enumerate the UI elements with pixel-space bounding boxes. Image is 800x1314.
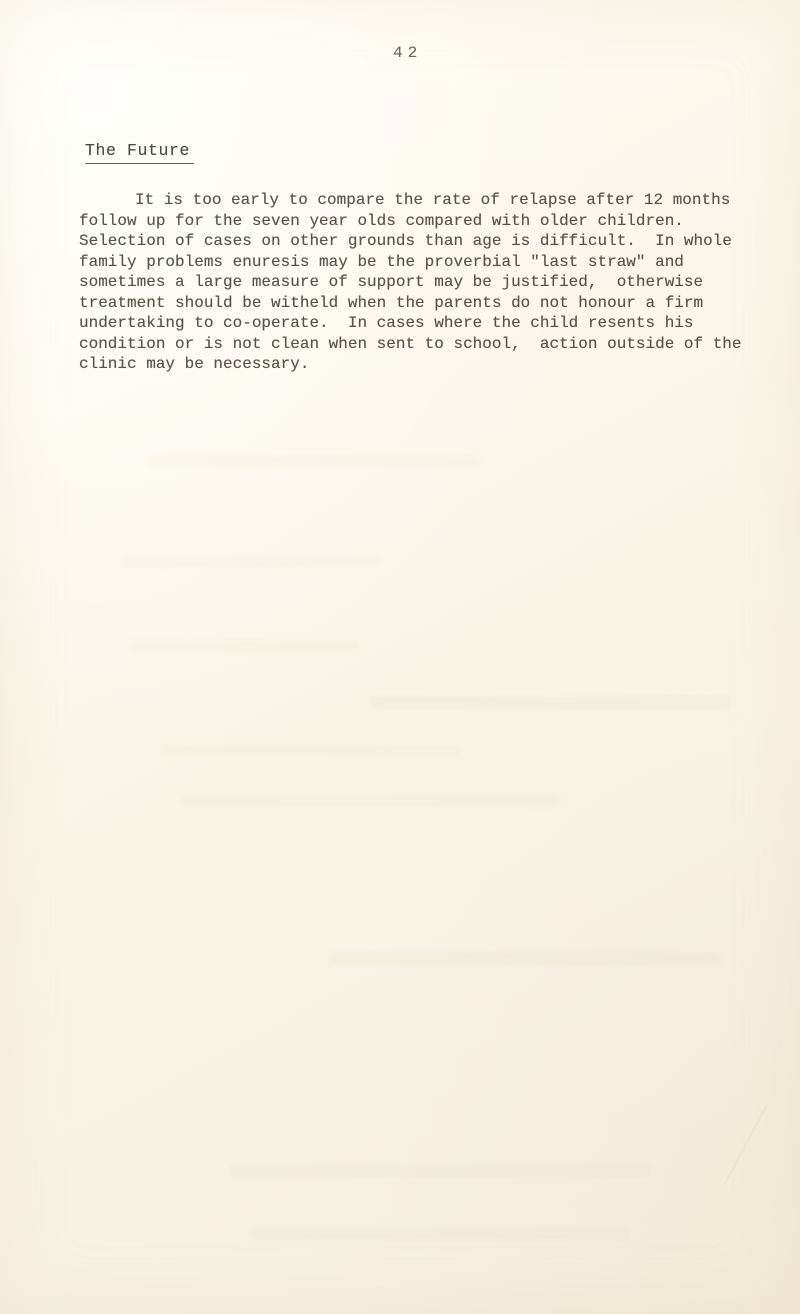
bleedthrough-smudge xyxy=(160,745,460,756)
paragraph-line: condition or is not clean when sent to school, action outside of the xyxy=(79,334,742,353)
bleedthrough-smudge xyxy=(130,640,360,652)
bleedthrough-smudge xyxy=(250,1228,630,1240)
bleedthrough-smudge xyxy=(180,795,560,807)
paragraph-line: follow up for the seven year olds compared with older children. xyxy=(79,211,684,230)
bleedthrough-smudge xyxy=(150,455,480,467)
paragraph-line: clinic may be necessary. xyxy=(79,355,310,373)
body-paragraph xyxy=(79,190,769,375)
bleedthrough-smudge xyxy=(370,696,730,709)
bleedthrough-smudge xyxy=(330,952,720,965)
paragraph-line: treatment should be witheld when the parents do not honour a firm xyxy=(79,293,704,312)
bleedthrough-smudge xyxy=(120,556,380,567)
bleedthrough-smudge xyxy=(230,1165,650,1177)
section-heading: The Future xyxy=(85,141,194,164)
paragraph-line: family problems enuresis may be the proverbial "last straw" and xyxy=(79,252,684,271)
paragraph-line: sometimes a large measure of support may be justified, otherwise xyxy=(79,273,704,291)
paper-scratch-artifact xyxy=(724,1105,767,1185)
paragraph-line: It is too early to compare the rate of relapse after 12 months xyxy=(135,191,731,209)
paragraph-line: undertaking to co-operate. In cases where the child resents his xyxy=(79,314,694,332)
page-number: 42 xyxy=(393,44,423,62)
paragraph-line: Selection of cases on other grounds than age is difficult. In whole xyxy=(79,232,732,250)
